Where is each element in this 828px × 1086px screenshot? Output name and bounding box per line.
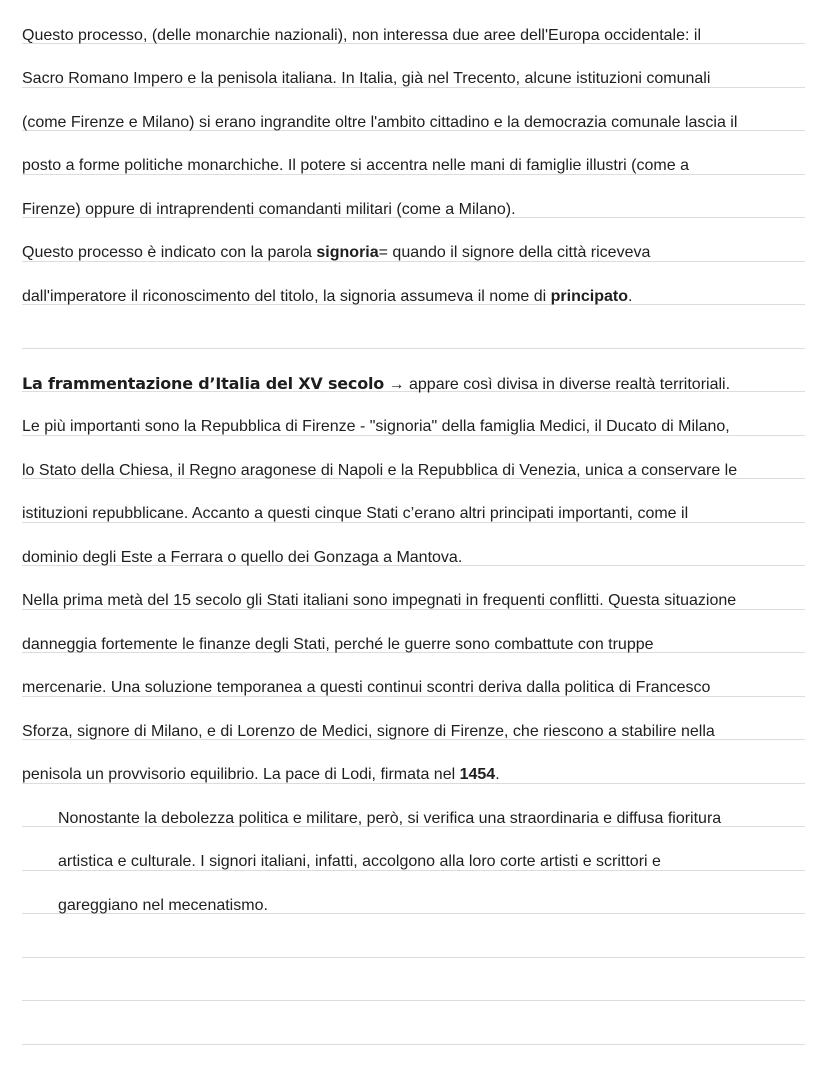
text-run: Questo processo è indicato con la parola (22, 244, 317, 261)
text-line: (come Firenze e Milano) si erano ingrandite oltre l'ambito cittadino e la democrazia comunale lascia il (22, 114, 738, 131)
section-heading-line (22, 374, 814, 395)
text-line: gareggiano nel mecenatismo. (58, 897, 268, 914)
text-line: dominio degli Este a Ferrara o quello dei Gonzaga a Mantova. (22, 549, 463, 566)
text-line: danneggia fortemente le finanze degli Stati, perché le guerre sono combattute con truppe (22, 636, 654, 653)
text-line: posto a forme politiche monarchiche. Il potere si accentra nelle mani di famiglie illustri (come a (22, 157, 689, 174)
text-line: Nella prima metà del 15 secolo gli Stati italiani sono impegnati in frequenti conflitti. Questa situazione (22, 592, 737, 609)
text-line (22, 287, 814, 307)
text-run: appare così divisa in diverse realtà territoriali. (404, 376, 731, 393)
bold-term-signoria: signoria (316, 244, 379, 261)
ruled-line (22, 1044, 805, 1045)
text-line: lo Stato della Chiesa, il Regno aragonese di Napoli e la Repubblica di Venezia, unica a conservare le (22, 462, 738, 479)
text-run: . (495, 766, 500, 783)
text-line (22, 243, 814, 263)
text-line: Questo processo, (delle monarchie nazionali), non interessa due aree dell'Europa occidentale: il (22, 27, 702, 44)
text-line: Nonostante la debolezza politica e militare, però, si verifica una straordinaria e diffusa fioritura (58, 810, 722, 827)
text-line (22, 765, 814, 785)
text-line: artistica e culturale. I signori italiani, infatti, accolgono alla loro corte artisti e scrittori e (58, 853, 661, 870)
ruled-line (22, 348, 805, 349)
text-line: istituzioni repubblicane. Accanto a questi cinque Stati c’erano altri principati importanti, come il (22, 505, 689, 522)
ruled-line (22, 957, 805, 958)
bold-term-principato: principato (550, 288, 628, 305)
text-run: . (627, 288, 633, 305)
ruled-line (22, 1000, 805, 1001)
text-run: dall'imperatore il riconoscimento del titolo, la signoria assumeva il nome di (22, 288, 551, 305)
text-run: = quando il signore della città riceveva (378, 244, 651, 261)
text-line: mercenarie. Una soluzione temporanea a questi continui scontri deriva dalla politica di Francesco (22, 679, 711, 696)
text-line: Le più importanti sono la Repubblica di Firenze - "signoria" della famiglia Medici, il Ducato di Milano, (22, 418, 730, 435)
text-run: penisola un provvisorio equilibrio. La pace di Lodi, firmata nel (22, 766, 460, 783)
text-line: Firenze) oppure di intraprendenti comandanti militari (come a Milano). (22, 201, 516, 218)
arrow-right-icon: → (388, 376, 405, 393)
text-line: Sacro Romano Impero e la penisola italiana. In Italia, già nel Trecento, alcune istituzioni comunali (22, 70, 711, 87)
section-heading: La frammentazione d’Italia del XV secolo (22, 374, 385, 393)
text-line: Sforza, signore di Milano, e di Lorenzo de Medici, signore di Firenze, che riescono a stabilire nella (22, 723, 715, 740)
bold-year: 1454 (459, 766, 496, 783)
